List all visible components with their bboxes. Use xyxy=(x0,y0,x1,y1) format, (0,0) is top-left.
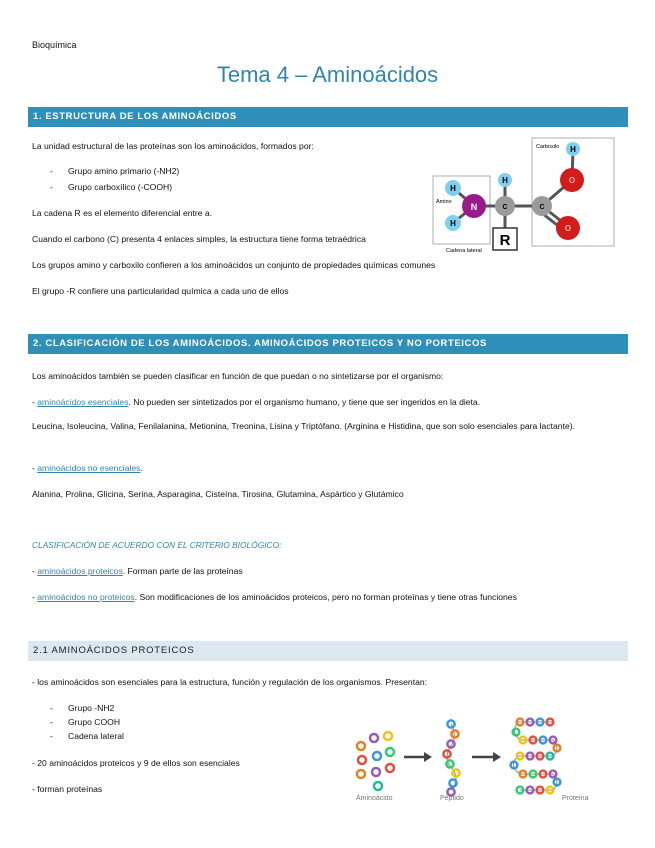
peptide-chain xyxy=(443,720,459,795)
link-esenciales[interactable]: aminoácidos esenciales xyxy=(37,397,129,407)
paragraph: Los grupos amino y carboxilo confieren a los aminoácidos un conjunto de propiedades químicas comunes xyxy=(32,260,436,270)
atom-label: H xyxy=(450,219,456,228)
subject-header: Bioquímica xyxy=(32,40,77,50)
paragraph: Leucina, Isoleucina, Valina, Fenilalanina, Metionina, Treonina, Lisina y Triptófano. (Arginina e Histidina, que son solo esenciales para lactante). xyxy=(32,421,575,431)
link-proteicos[interactable]: aminoácidos proteicos xyxy=(37,566,123,576)
paragraph: Cuando el carbono (C) presenta 4 enlaces simples, la estructura tiene forma tetraédrica xyxy=(32,234,366,244)
atom-label: O xyxy=(564,224,572,233)
aminoacid-caption: Aminoácido xyxy=(356,795,393,802)
paragraph: - los aminoácidos son esenciales para la estructura, función y regulación de los organismos. Presentan: xyxy=(32,677,428,687)
atom-label: C xyxy=(502,204,508,211)
link-no-esenciales[interactable]: aminoácidos no esenciales xyxy=(37,463,141,473)
carboxyl-label: Carboxilo xyxy=(536,144,560,150)
section-2-heading: 2. CLASIFICACIÓN DE LOS AMINOÁCIDOS. AMINOÁCIDOS PROTEICOS Y NO PORTEICOS xyxy=(28,334,628,354)
link-no-proteicos[interactable]: aminoácidos no proteicos xyxy=(37,592,135,602)
list-item: - Grupo amino primario (-NH2) xyxy=(50,166,180,176)
protein-formation-figure xyxy=(348,712,598,804)
section-2-1-heading: 2.1 AMINOÁCIDOS PROTEICOS xyxy=(28,641,628,661)
free-amino-acids xyxy=(357,732,394,790)
paragraph: - aminoácidos no proteicos. Son modificaciones de los aminoácidos proteicos, pero no forman proteínas y tiene otras funciones xyxy=(32,592,517,602)
side-chain-label: Cadena lateral xyxy=(446,248,482,254)
atom-label: H xyxy=(570,145,576,154)
protein-fold xyxy=(511,719,561,794)
paragraph: - 20 aminoácidos proteicos y 9 de ellos son esenciales xyxy=(32,758,240,768)
peptide-caption: Péptido xyxy=(440,795,464,802)
list-item: - Grupo -NH2 xyxy=(50,703,115,713)
list-item: - Cadena lateral xyxy=(50,731,124,741)
atom-label: H xyxy=(450,184,456,193)
atom-label: O xyxy=(568,176,576,185)
paragraph: El grupo -R confiere una particularidad química a cada uno de ellos xyxy=(32,286,289,296)
arrow-icon xyxy=(472,752,501,762)
atom-label: H xyxy=(502,176,508,185)
subheading: CLASIFICACIÓN DE ACUERDO CON EL CRITERIO BIOLÓGICO: xyxy=(32,540,282,550)
protein-caption: Proteína xyxy=(562,795,589,802)
list-item: - Grupo carboxílico (-COOH) xyxy=(50,182,173,192)
section-1-heading: 1. ESTRUCTURA DE LOS AMINOÁCIDOS xyxy=(28,107,628,127)
atom-label: R xyxy=(499,232,511,249)
list-item: - Grupo COOH xyxy=(50,717,121,727)
paragraph: Alanina, Prolina, Glicina, Serina, Asparagina, Cisteína, Tirosina, Glutamina, Aspártico y Glutámico xyxy=(32,489,404,499)
paragraph: La cadena R es el elemento diferencial entre a. xyxy=(32,208,213,218)
paragraph: - forman proteínas xyxy=(32,784,103,794)
section-1-intro: La unidad estructural de las proteínas son los aminoácidos, formados por: xyxy=(32,141,314,151)
paragraph: - aminoácidos proteicos. Forman parte de las proteínas xyxy=(32,566,243,576)
amino-label: Amino xyxy=(436,199,452,205)
amino-acid-structure-diagram xyxy=(432,136,617,256)
paragraph: - aminoácidos no esenciales. xyxy=(32,463,143,473)
section-2-intro: Los aminoácidos también se pueden clasificar en función de que puedan o no sintetizarse por el organismo: xyxy=(32,371,444,381)
arrow-icon xyxy=(404,752,432,762)
atom-label: N xyxy=(470,202,478,212)
atom-label: C xyxy=(539,204,545,211)
page-title: Tema 4 – Aminoácidos xyxy=(216,62,439,87)
paragraph: - aminoácidos esenciales. No pueden ser sintetizados por el organismo humano, y tiene que ser ingeridos en la dieta. xyxy=(32,397,481,407)
